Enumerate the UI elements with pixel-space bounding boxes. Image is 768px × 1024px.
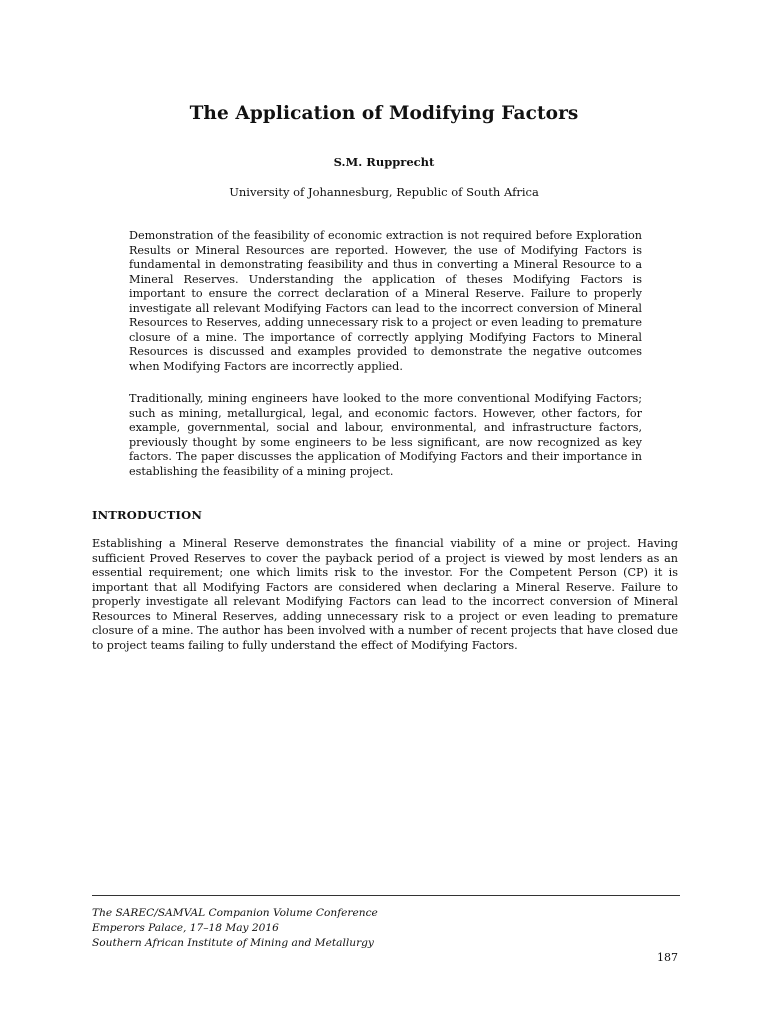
footer-institute: Southern African Institute of Mining and Metallurgy (92, 937, 374, 949)
introduction-paragraph: Establishing a Mineral Reserve demonstrates the financial viability of a mine or project. Having sufficient Proved Reserves to cover the payback period of a project is viewed by most lenders as an essential requirement; one which limits risk to the investor. For the Competent Person (CP) it is important that all Modifying Factors are considered when declaring a Mineral Reserve. Failure to properly investigate all relevant Modifying Factors can lead to the incorrect conversion of Mineral Resources to Mineral Reserves, adding unnecessary risk to a project or even leading to premature closure of a mine. The author has been involved with a number of recent projects that have closed due to project teams failing to fully understand the effect of Modifying Factors. (92, 537, 678, 652)
section-heading-introduction: INTRODUCTION (92, 508, 203, 522)
paper-title: The Application of Modifying Factors (189, 103, 579, 124)
footer-divider (92, 895, 680, 896)
footer-conference-name: The SAREC/SAMVAL Companion Volume Conference (92, 907, 378, 919)
author-name: S.M. Rupprecht (333, 155, 435, 169)
page-number: 187 (657, 951, 678, 964)
abstract-paragraph-1: Demonstration of the feasibility of economic extraction is not required before Exploration Results or Mineral Resources are reported. However, the use of Modifying Factors is fundamental in demonstrating feasibility and thus in converting a Mineral Resource to a Mineral Reserves. Understanding the application of theses Modifying Factors is important to ensure the correct declaration of a Mineral Reserve. Failure to properly investigate all relevant Modifying Factors can lead to the incorrect conversion of Mineral Resources to Reserves, adding unnecessary risk to a project or even leading to premature closure of a mine. The importance of correctly applying Modifying Factors to Mineral Resources is discussed and examples provided to demonstrate the negative outcomes when Modifying Factors are incorrectly applied. (129, 229, 642, 373)
footer-venue-date: Emperors Palace, 17–18 May 2016 (92, 922, 279, 934)
abstract-paragraph-2: Traditionally, mining engineers have looked to the more conventional Modifying Factors; such as mining, metallurgical, legal, and economic factors. However, other factors, for example, governmental, social and labour, environmental, and infrastructure factors, previously thought by some engineers to be less significant, are now recognized as key factors. The paper discusses the application of Modifying Factors and their importance in establishing the feasibility of a mining project. (129, 392, 642, 478)
author-affiliation: University of Johannesburg, Republic of South Africa (229, 185, 539, 199)
